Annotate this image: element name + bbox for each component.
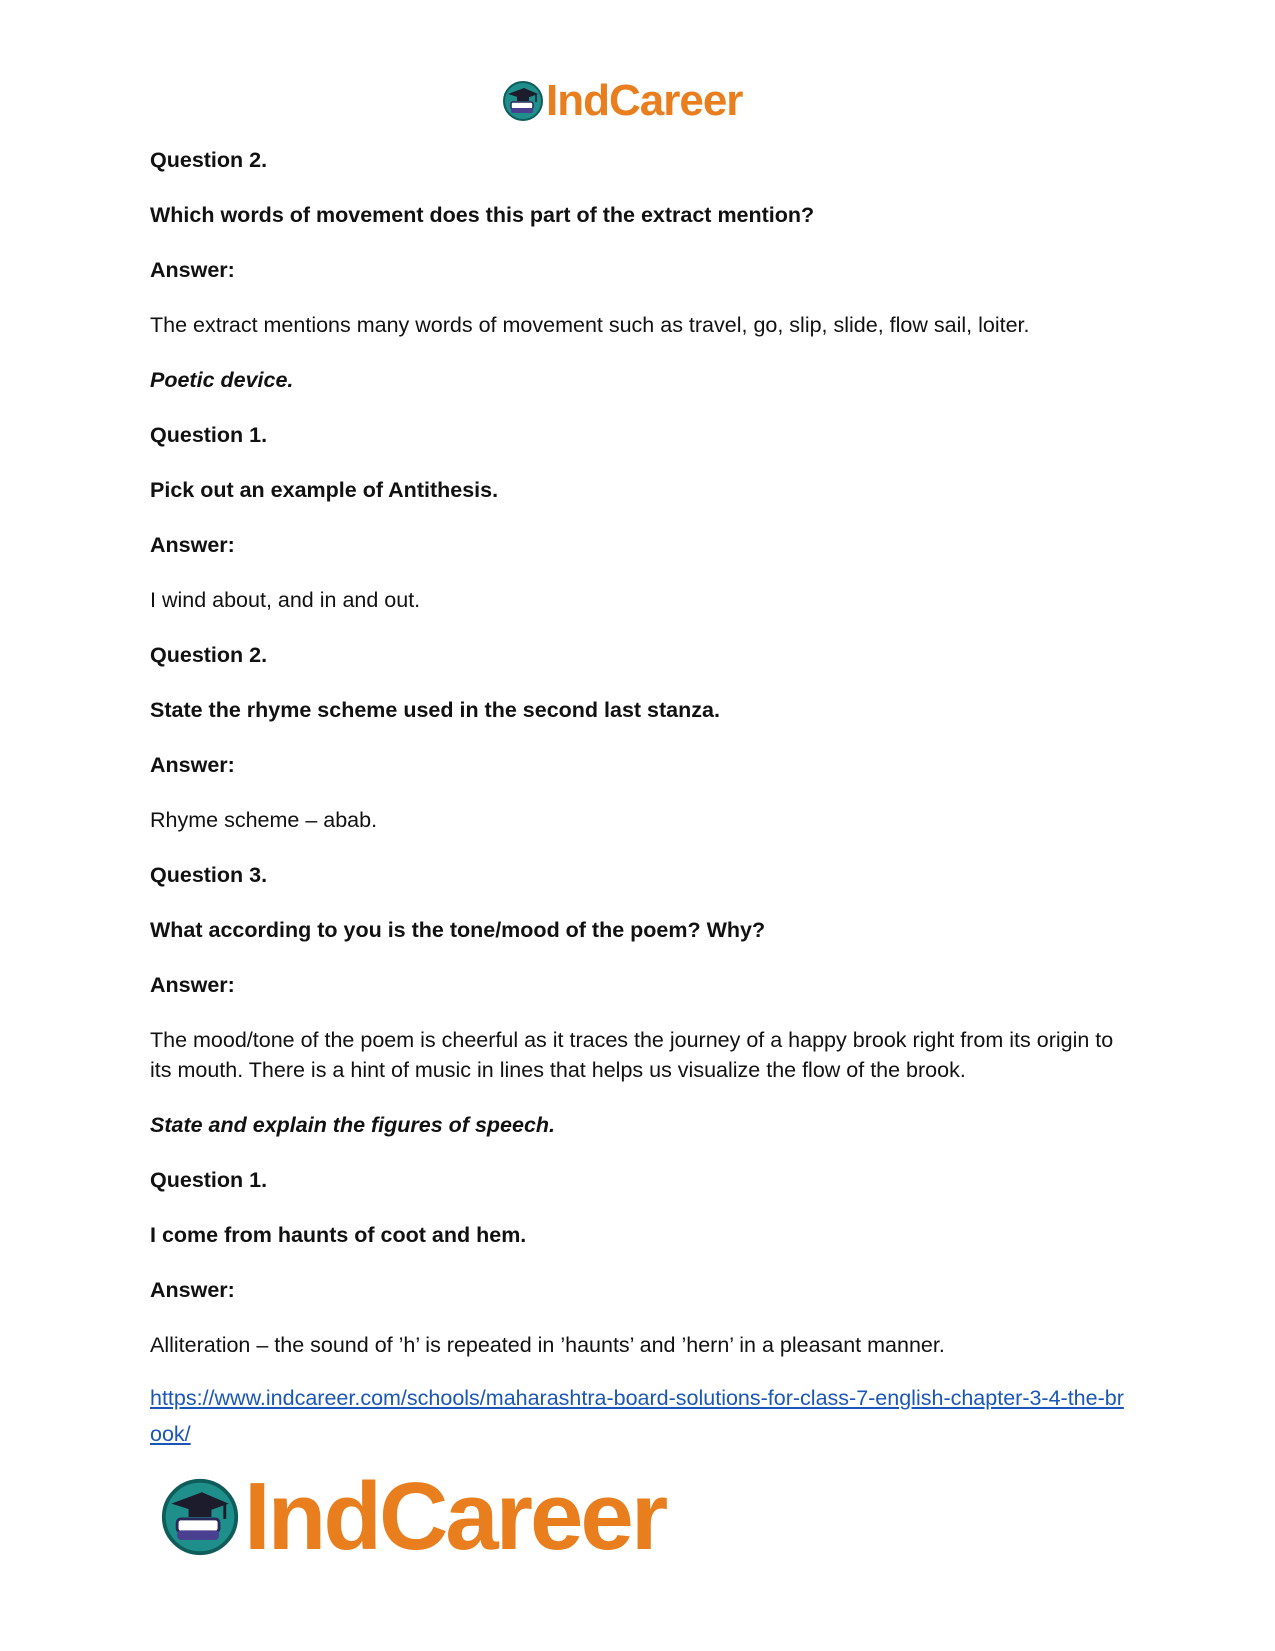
question-heading: Question 2. [150, 643, 268, 667]
answer-text: I wind about, and in and out. [150, 588, 421, 612]
question-heading: Question 1. [150, 1168, 268, 1192]
section-heading: Poetic device. [150, 368, 294, 392]
answer-label: Answer: [150, 258, 235, 282]
answer-label: Answer: [150, 973, 235, 997]
logo-text: IndCareer [546, 76, 743, 125]
answer-text: The extract mentions many words of movement such as travel, go, slip, slide, flow sail, loiter. [150, 313, 1030, 337]
document-body [150, 145, 1130, 1360]
question-text: Which words of movement does this part of the extract mention? [150, 203, 815, 227]
answer-label: Answer: [150, 533, 235, 557]
logo-text: IndCareer [244, 1463, 666, 1570]
question-heading: Question 3. [150, 863, 268, 887]
graduation-cap-book-icon [502, 80, 544, 122]
question-text: I come from haunts of coot and hem. [150, 1223, 527, 1247]
question-heading: Question 2. [150, 148, 268, 172]
question-text: Pick out an example of Antithesis. [150, 478, 499, 502]
answer-text: Alliteration – the sound of ’h’ is repeated in ’haunts’ and ’hern’ in a pleasant manner. [150, 1333, 945, 1357]
answer-label: Answer: [150, 753, 235, 777]
source-link[interactable]: https://www.indcareer.com/schools/maharashtra-board-solutions-for-class-7-english-chapter-3-4-the-brook/ [150, 1386, 1124, 1446]
answer-label: Answer: [150, 1278, 235, 1302]
footer-logo [160, 1462, 665, 1572]
answer-text: The mood/tone of the poem is cheerful as it traces the journey of a happy brook right from its origin to its mouth. There is a hint of music in lines that helps us visualize the flow of the brook. [150, 1028, 1114, 1082]
question-heading: Question 1. [150, 423, 268, 447]
graduation-cap-book-icon [160, 1477, 240, 1557]
section-heading: State and explain the figures of speech. [150, 1113, 556, 1137]
header-logo [502, 76, 742, 126]
question-text: State the rhyme scheme used in the second last stanza. [150, 698, 720, 722]
question-text: What according to you is the tone/mood of the poem? Why? [150, 918, 766, 942]
answer-text: Rhyme scheme – abab. [150, 808, 378, 832]
